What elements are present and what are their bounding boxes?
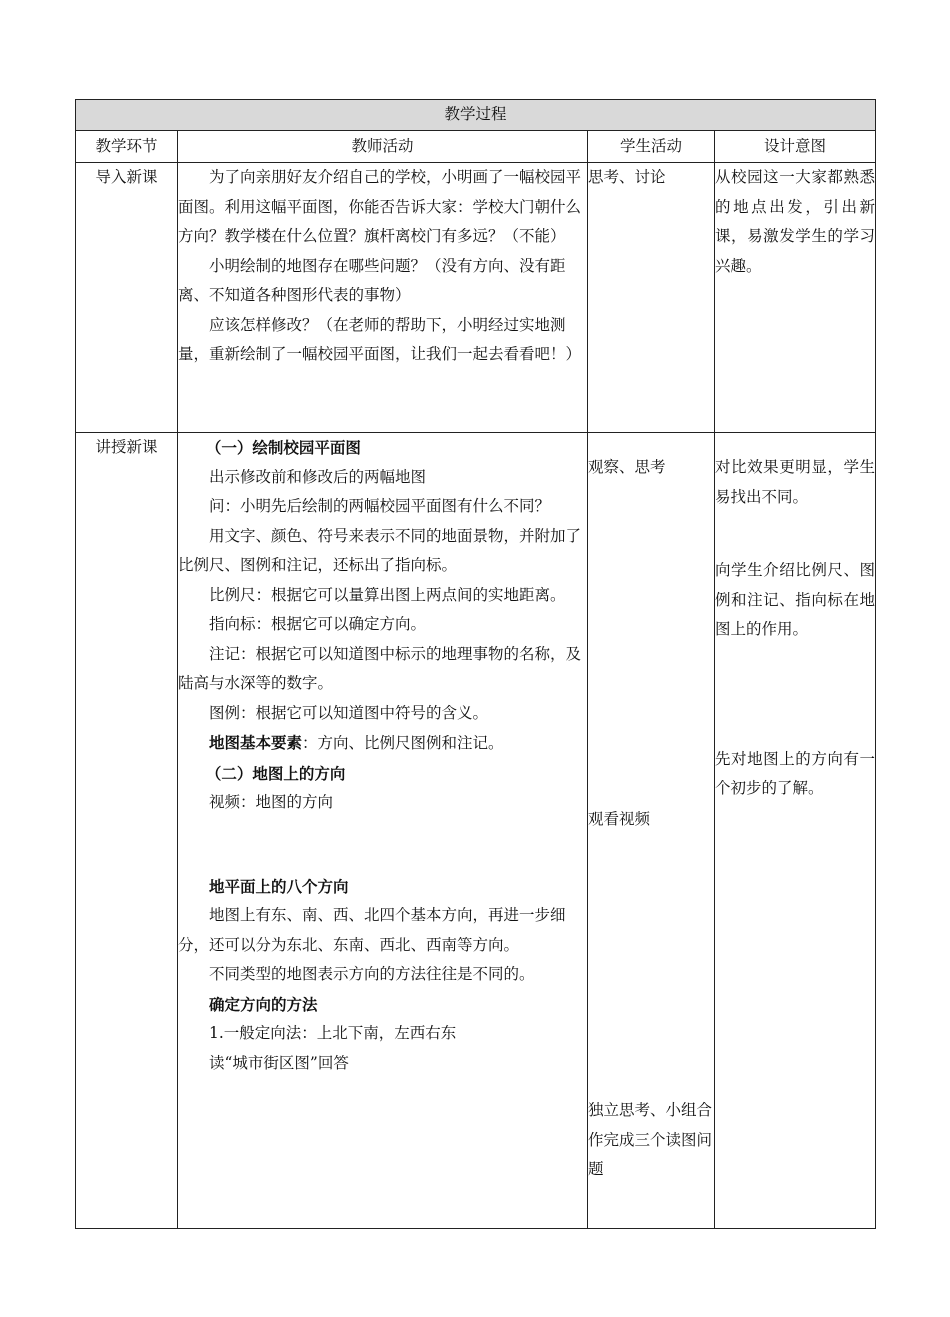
subsection-heading: 地平面上的八个方向 [209,876,349,896]
table-row [76,163,876,433]
intent-cell [715,433,876,1229]
teacher-paragraph: 小明绘制的地图存在哪些问题？（没有方向、没有距离、不知道各种图形代表的事物） [178,256,566,304]
teaching-process-table [75,99,876,1229]
teacher-paragraph: 指向标：根据它可以确定方向。 [209,615,427,633]
header-intent: 设计意图 [715,131,876,163]
section-heading: （二）地图上的方向 [205,763,346,783]
teacher-paragraph: 为了向亲朋好友介绍自己的学校，小明画了一幅校园平面图。利用这幅平面图，你能否告诉大家：学校大门朝什么方向？教学楼在什么位置？旗杆离校门有多远？（不能） [178,168,582,245]
teacher-paragraph: 读“城市街区图”回答 [209,1053,349,1072]
intent-cell: 从校园这一大家都熟悉的地点出发，引出新课，易激发学生的学习兴趣。 [715,163,876,433]
teacher-cell [178,433,588,1229]
header-teacher: 教师活动 [178,131,588,163]
header-row [76,131,876,163]
teacher-paragraph: 视频：地图的方向 [209,793,334,811]
teacher-cell [178,163,588,433]
teacher-paragraph: 出示修改前和修改后的两幅地图 [209,467,427,486]
teacher-paragraph: 不同类型的地图表示方向的方法往往是不同的。 [209,965,535,983]
subsection-heading: 确定方向的方法 [209,994,318,1014]
teacher-paragraph: 地图上有东、南、西、北四个基本方向，再进一步细分，还可以分为东北、东南、西北、西南等方向。 [178,906,566,954]
teacher-paragraph [178,728,587,759]
header-student: 学生活动 [588,131,715,163]
design-intent: 先对地图上的方向有一个初步的了解。 [715,749,876,797]
stage-cell: 讲授新课 [76,433,178,1229]
teacher-paragraph: 应该怎样修改？（在老师的帮助下，小明经过实地测量，重新绘制了一幅校园平面图，让我们一起去看看吧！） [178,315,582,363]
student-activity: 独立思考、小组合作完成三个读图问题 [588,1101,713,1178]
teacher-paragraph: 用文字、颜色、符号来表示不同的地面景物，并附加了比例尺、图例和注记，还标出了指向标。 [178,526,582,574]
student-activity: 观看视频 [588,809,651,828]
key-term: 地图基本要素 [209,733,303,752]
teacher-paragraph: 问：小明先后绘制的两幅校园平面图有什么不同？ [209,497,551,515]
teacher-paragraph: 比例尺：根据它可以量算出图上两点间的实地距离。 [209,585,566,604]
student-cell: 思考、讨论 [588,163,715,433]
key-term-definition: ：方向、比例尺图例和注记。 [302,734,504,752]
section-heading: （一）绘制校园平面图 [205,438,361,457]
table-title: 教学过程 [76,100,876,131]
design-intent: 向学生介绍比例尺、图例和注记、指向标在地图上的作用。 [715,561,876,638]
teacher-paragraph: 注记：根据它可以知道图中标示的地理事物的名称，及陆高与水深等的数字。 [178,644,582,692]
header-stage: 教学环节 [76,131,178,163]
student-activity: 观察、思考 [588,458,666,476]
teacher-paragraph: 1.一般定向法：上北下南，左西右东 [209,1024,457,1042]
student-cell [588,433,715,1229]
stage-cell: 导入新课 [76,163,178,433]
design-intent: 对比效果更明显，学生易找出不同。 [715,458,876,506]
teacher-paragraph: 图例：根据它可以知道图中符号的含义。 [209,703,489,722]
table-row [76,433,876,1229]
